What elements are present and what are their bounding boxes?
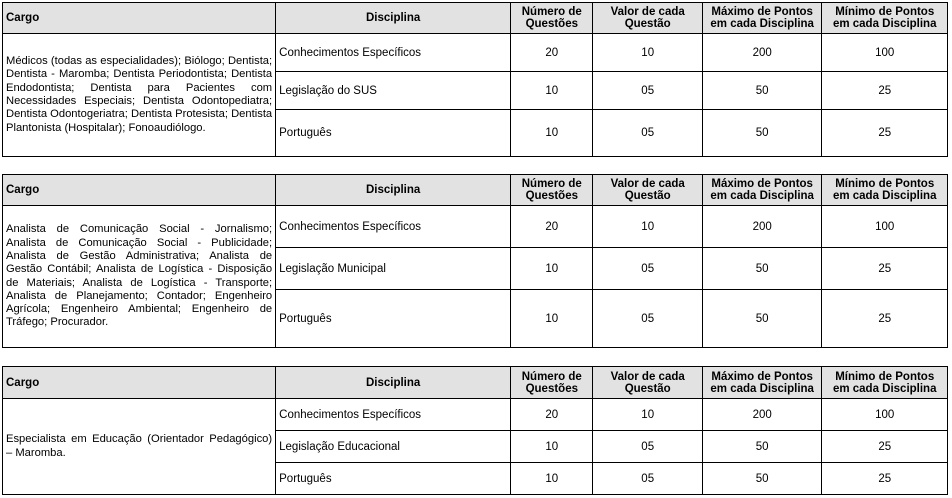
maximo-cell: 200 — [702, 206, 822, 248]
valor-cell: 10 — [593, 399, 702, 431]
cargo-cell: Especialista em Educação (Orientador Pedagógico) – Maromba. — [3, 399, 276, 495]
minimo-cell: 25 — [822, 110, 948, 157]
exam-table-1 — [2, 2, 948, 157]
disciplina-cell: Conhecimentos Específicos — [276, 34, 511, 72]
maximo-cell: 200 — [702, 34, 822, 72]
numero-cell: 10 — [511, 463, 593, 495]
minimo-cell: 25 — [822, 248, 948, 290]
minimo-cell: 100 — [822, 34, 948, 72]
header-valor-questao: Valor de cada Questão — [593, 3, 702, 34]
minimo-cell: 25 — [822, 463, 948, 495]
header-valor-questao: Valor de cada Questão — [593, 175, 702, 206]
minimo-cell: 100 — [822, 206, 948, 248]
maximo-cell: 50 — [702, 72, 822, 110]
header-numero-questoes: Número de Questões — [511, 367, 593, 399]
table-row — [3, 206, 948, 248]
header-cargo: Cargo — [3, 175, 276, 206]
valor-cell: 05 — [593, 248, 702, 290]
minimo-cell: 25 — [822, 290, 948, 348]
valor-cell: 05 — [593, 463, 702, 495]
minimo-cell: 25 — [822, 431, 948, 463]
disciplina-cell: Português — [276, 290, 511, 348]
disciplina-cell: Português — [276, 463, 511, 495]
header-row — [3, 3, 948, 34]
header-minimo-pontos: Mínimo de Pontos em cada Disciplina — [822, 175, 948, 206]
exam-table-3 — [2, 366, 948, 495]
valor-cell: 05 — [593, 72, 702, 110]
numero-cell: 20 — [511, 399, 593, 431]
disciplina-cell: Legislação Educacional — [276, 431, 511, 463]
numero-cell: 10 — [511, 431, 593, 463]
valor-cell: 05 — [593, 110, 702, 157]
header-maximo-pontos: Máximo de Pontos em cada Disciplina — [702, 175, 822, 206]
header-disciplina: Disciplina — [276, 175, 511, 206]
numero-cell: 20 — [511, 34, 593, 72]
header-minimo-pontos: Mínimo de Pontos em cada Disciplina — [822, 3, 948, 34]
numero-cell: 10 — [511, 290, 593, 348]
cargo-cell: Analista de Comunicação Social - Jornalismo; Analista de Comunicação Social - Publicidade; Analista de Gestão Administrativa; Analista de Gestão Contábil; Analista de Logística - Disposição de Materiais; Analista de Logística - Transporte; Analista de Planejamento; Contador; Engenheiro Agrícola; Engenheiro Ambiental; Engenheiro de Tráfego; Procurador. — [3, 206, 276, 348]
maximo-cell: 200 — [702, 399, 822, 431]
minimo-cell: 25 — [822, 72, 948, 110]
valor-cell: 10 — [593, 34, 702, 72]
disciplina-cell: Português — [276, 110, 511, 157]
header-row — [3, 367, 948, 399]
numero-cell: 10 — [511, 110, 593, 157]
header-row — [3, 175, 948, 206]
header-cargo: Cargo — [3, 367, 276, 399]
header-disciplina: Disciplina — [276, 3, 511, 34]
header-numero-questoes: Número de Questões — [511, 175, 593, 206]
header-minimo-pontos: Mínimo de Pontos em cada Disciplina — [822, 367, 948, 399]
disciplina-cell: Legislação do SUS — [276, 72, 511, 110]
disciplina-cell: Conhecimentos Específicos — [276, 399, 511, 431]
cargo-cell: Médicos (todas as especialidades); Biólogo; Dentista; Dentista - Maromba; Dentista Periodontista; Dentista Endodontista; Dentista para Pacientes com Necessidades Especiais; Dentista Odontopediatra; Dentista Odontogeriatra; Dentista Protesista; Dentista Plantonista (Hospitalar); Fonoaudiólogo. — [3, 34, 276, 157]
valor-cell: 05 — [593, 290, 702, 348]
header-valor-questao: Valor de cada Questão — [593, 367, 702, 399]
exam-table-2 — [2, 174, 948, 348]
maximo-cell: 50 — [702, 248, 822, 290]
valor-cell: 10 — [593, 206, 702, 248]
numero-cell: 10 — [511, 72, 593, 110]
table-row — [3, 399, 948, 431]
disciplina-cell: Legislação Municipal — [276, 248, 511, 290]
header-numero-questoes: Número de Questões — [511, 3, 593, 34]
numero-cell: 20 — [511, 206, 593, 248]
numero-cell: 10 — [511, 248, 593, 290]
disciplina-cell: Conhecimentos Específicos — [276, 206, 511, 248]
minimo-cell: 100 — [822, 399, 948, 431]
maximo-cell: 50 — [702, 290, 822, 348]
maximo-cell: 50 — [702, 110, 822, 157]
table-row — [3, 34, 948, 72]
maximo-cell: 50 — [702, 463, 822, 495]
header-cargo: Cargo — [3, 3, 276, 34]
header-disciplina: Disciplina — [276, 367, 511, 399]
header-maximo-pontos: Máximo de Pontos em cada Disciplina — [702, 3, 822, 34]
header-maximo-pontos: Máximo de Pontos em cada Disciplina — [702, 367, 822, 399]
maximo-cell: 50 — [702, 431, 822, 463]
valor-cell: 05 — [593, 431, 702, 463]
